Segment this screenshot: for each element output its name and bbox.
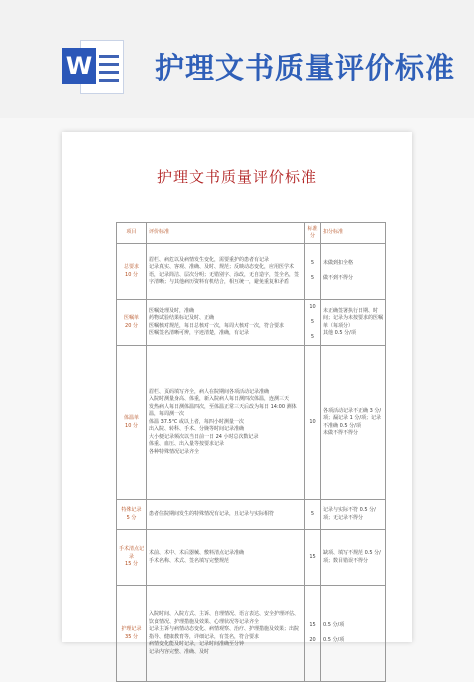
header-deduct: 扣分标准 bbox=[321, 223, 386, 244]
row-item: 特殊记录 5 分 bbox=[117, 500, 147, 530]
row-score: 10 bbox=[305, 346, 321, 500]
header-score: 标准分 bbox=[305, 223, 321, 244]
table-row bbox=[117, 586, 386, 682]
w-letter-icon: W bbox=[62, 48, 96, 84]
row-item: 总要求 10 分 bbox=[117, 244, 147, 300]
row-item: 体温单 10 分 bbox=[117, 346, 147, 500]
row-criteria: 入院时间、入院方式、主诉、自理情况、语言表达、安全护理评估、饮食情况、护理措施及效果、心理状况等记录齐全 记录主诉与病情动态变化、病情观察、治疗、护理措施及效果；出院指导、健康教育等，详细记录，有签名，符合要求 病情变化能及时记录，记录时间准确至分钟 记录内容完整、准确、及时 bbox=[147, 586, 305, 682]
criteria-table-body bbox=[117, 223, 386, 682]
row-item: 医嘱单 20 分 bbox=[117, 300, 147, 346]
row-item: 护理记录 35 分 bbox=[117, 586, 147, 682]
page-title: 护理文书质量评价标准 bbox=[155, 51, 456, 85]
criteria-table bbox=[116, 222, 386, 682]
header-item: 项目 bbox=[117, 223, 147, 244]
row-score: 15 bbox=[305, 530, 321, 586]
row-criteria: 医嘱处理及时，准确 药物试验结果标记及时、正确 医嘱核对规范，每日总核对一次，每周大核对一次，符合要求 医嘱签名清晰可辨，字迹清楚，准确，有记录 bbox=[147, 300, 305, 346]
header-banner bbox=[0, 0, 474, 118]
document-page bbox=[62, 132, 412, 655]
row-item: 手术清点记录 15 分 bbox=[117, 530, 147, 586]
row-score: 10 5 5 bbox=[305, 300, 321, 346]
table-row bbox=[117, 500, 386, 530]
row-criteria: 术前、术中、术后器械、敷料清点记录准确 手术名称、术式、签名填写完整规范 bbox=[147, 530, 305, 586]
row-deduct: 记录与实际不符 0.5 分/项；无记录不得分 bbox=[321, 500, 386, 530]
table-header-row bbox=[117, 223, 386, 244]
table-row bbox=[117, 300, 386, 346]
table-row bbox=[117, 244, 386, 300]
table-row bbox=[117, 346, 386, 500]
row-deduct: 未做到扣全格 做不到不得分 bbox=[321, 244, 386, 300]
row-criteria: 眉栏、病危以及病情发生变化，需要重护的患者有记录 记录真实、客观、准确、及时、规范；反映动态变化，应用医学术语，记录简洁、层次分明；无错别字、涂改，无自造字，签全名，签字清晰；与其他病历资料有机结合，相互统一，避免重复和矛盾 bbox=[147, 244, 305, 300]
document-title: 护理文书质量评价标准 bbox=[156, 168, 317, 186]
table-row bbox=[117, 530, 386, 586]
row-deduct: 未正确签署执行日期、时间；记录为未按要求的医嘱单（每项分） 其他 0.5 分/项 bbox=[321, 300, 386, 346]
row-deduct: 0.5 分/项 0.5 分/项 bbox=[321, 586, 386, 682]
row-score: 5 5 bbox=[305, 244, 321, 300]
row-criteria: 眉栏、页码填写齐全，病人在院期间各项活动记录准确 入院时测量身高、体重，新入院病人每日测四次体温，连测三天 发热病人每日测体温四次，至体温正常三天后改为每日 14:00 测体温，每周测一次 体温 37.5℃ 或以上者，每四小时测量一次 出入院、转科、手术、分娩等时间记录准确 大小便记录频次以当日前一日 24 小时总次数记录 体重、血压、出入量等按要求记录 各种特殊情况记录齐全 bbox=[147, 346, 305, 500]
row-score: 15 20 bbox=[305, 586, 321, 682]
row-score: 5 bbox=[305, 500, 321, 530]
word-icon bbox=[62, 40, 124, 94]
row-deduct: 缺项、填写不规范 0.5 分/项；数目错误不得分 bbox=[321, 530, 386, 586]
row-criteria: 患者住院期间发生的特殊情况有记录，且记录与实际相符 bbox=[147, 500, 305, 530]
row-deduct: 各项活动记录不正确 3 分/项；漏记录 1 分/项；记录不准确 0.5 分/项 未做不得不得分 bbox=[321, 346, 386, 500]
header-criteria: 评价标准 bbox=[147, 223, 305, 244]
